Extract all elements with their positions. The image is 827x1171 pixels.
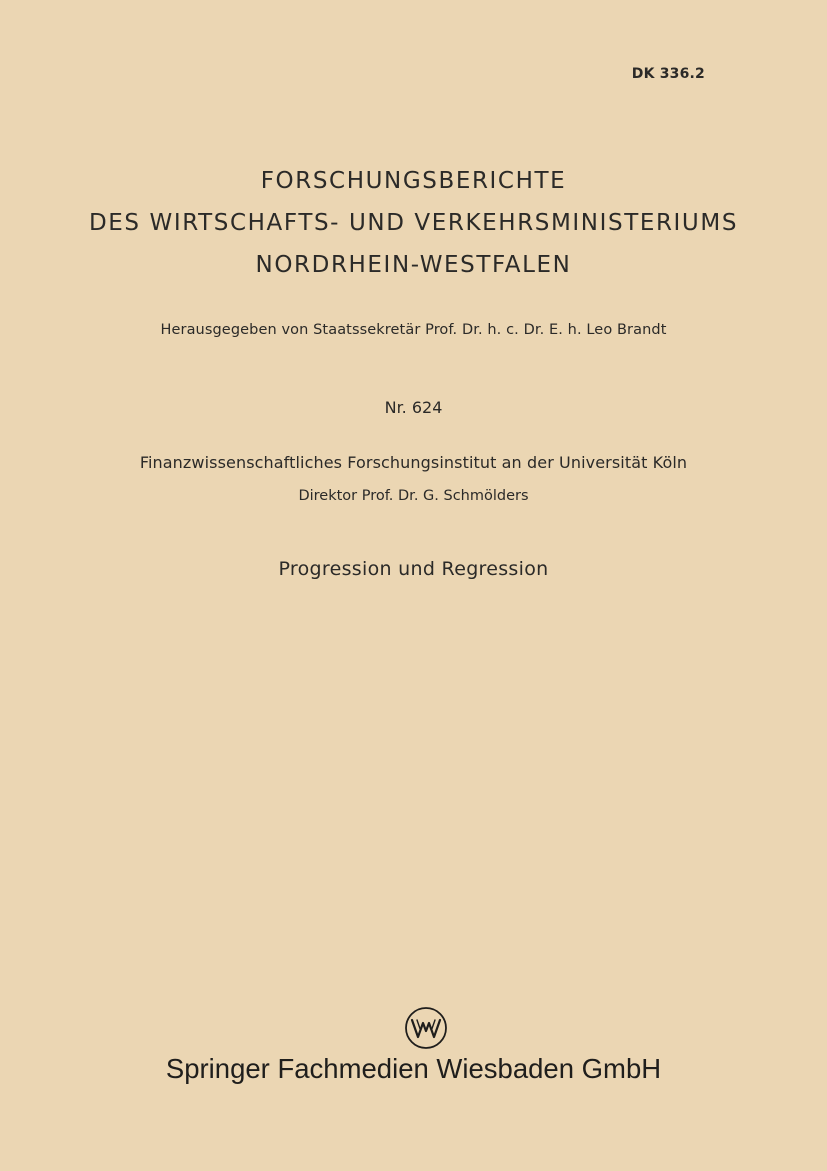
series-title-line-3: NORDRHEIN-WESTFALEN [255,252,572,278]
institute-name: Finanzwissenschaftliches Forschungsinstitut an der Universität Köln [139,453,688,472]
publisher-name: Springer Fachmedien Wiesbaden GmbH [165,1053,662,1084]
springer-w-logo-icon [404,1006,448,1050]
series-title-line-1: FORSCHUNGSBERICHTE [260,168,567,194]
book-title: Progression und Regression [278,558,549,580]
director-line: Direktor Prof. Dr. G. Schmölders [298,488,529,504]
series-title-line-2: DES WIRTSCHAFTS- UND VERKEHRSMINISTERIUMS [88,210,739,236]
editor-line: Herausgegeben von Staatssekretär Prof. Dr. h. c. Dr. E. h. Leo Brandt [160,322,667,338]
volume-number: Nr. 624 [384,398,443,417]
series-title [0,160,827,286]
classification-code: DK 336.2 [631,66,705,82]
